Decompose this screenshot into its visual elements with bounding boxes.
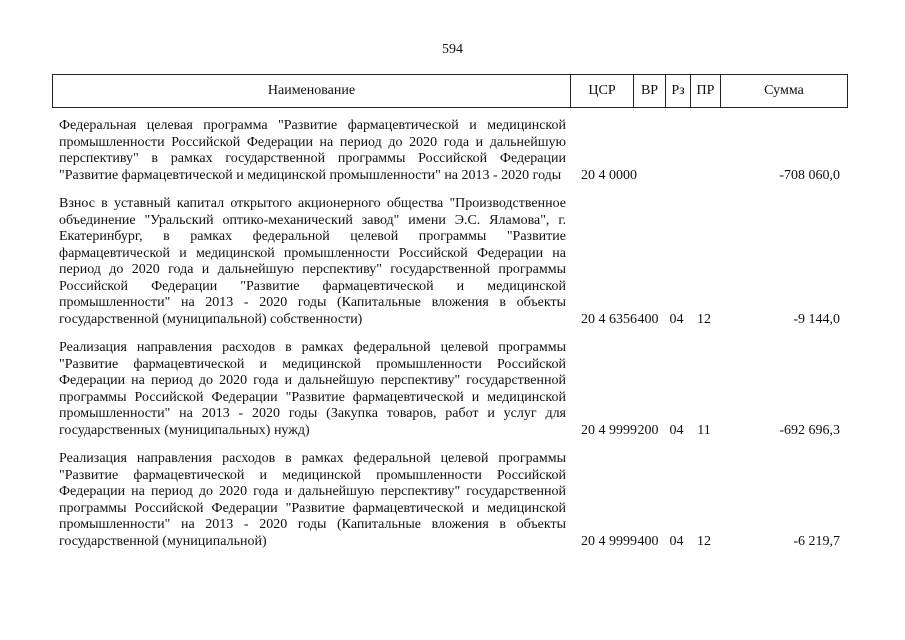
row-rz: 04 <box>669 422 684 438</box>
header-csr: ЦСР <box>570 75 633 107</box>
row-name: Реализация направления расходов в рамках федеральной целевой программы "Развитие фармацевтической и медицинской промышленности Российской Федерации на период до 2020 года и дальнейшую перспективу" государственной программы Российской Федерации "Развитие фармацевтической и медицинской промышленности" на 2013 - 2020 годы (Капитальные вложения в объекты государственной (муниципальной) <box>59 451 566 549</box>
row-pr: 12 <box>697 533 711 549</box>
row-name: Взнос в уставный капитал открытого акционерного общества "Производственное объединение "Уральский оптико-механический завод" имени Э.С. Яламова", г. Екатеринбург, в рамках федеральной целевой программы "Развитие фармацевтической и медицинской промышленности Российской Федерации на период до 2020 года и дальнейшую перспективу" государственной программы Российской Федерации "Развитие фармацевтической и медицинской промышленности" на 2013 - 2020 годы (Капитальные вложения в объекты государственной (муниципальной) собственности) <box>59 196 566 327</box>
table-row <box>52 451 848 550</box>
header-pr: ПР <box>690 75 720 107</box>
row-sum: -708 060,0 <box>779 167 840 183</box>
row-rz: 04 <box>669 533 684 549</box>
table-header <box>52 74 848 108</box>
row-sum: -6 219,7 <box>793 533 840 549</box>
row-sum: -692 696,3 <box>779 422 840 438</box>
row-vr: 400 <box>637 311 659 327</box>
table-row <box>52 118 848 184</box>
table-row <box>52 196 848 328</box>
row-pr: 11 <box>697 422 711 438</box>
row-sum: -9 144,0 <box>793 311 840 327</box>
row-vr: 200 <box>637 422 659 438</box>
page-number: 594 <box>442 42 463 57</box>
row-name: Федеральная целевая программа "Развитие фармацевтической и медицинской промышленности Российской Федерации на период до 2020 года и дальнейшую перспективу" в рамках государственной программы Российской Федерации "Развитие фармацевтической и медицинской промышленности" на 2013 - 2020 годы <box>59 118 566 183</box>
row-csr: 20 4 6356 <box>581 311 637 327</box>
row-name: Реализация направления расходов в рамках федеральной целевой программы "Развитие фармацевтической и медицинской промышленности Российской Федерации на период до 2020 года и дальнейшую перспективу" государственной программы Российской Федерации "Развитие фармацевтической и медицинской промышленности" на 2013 - 2020 годы (Закупка товаров, работ и услуг для государственных (муниципальных) нужд) <box>59 340 566 438</box>
header-sum: Сумма <box>720 75 847 107</box>
table-row <box>52 340 848 439</box>
row-csr: 20 4 9999 <box>581 533 637 549</box>
table-body <box>52 118 848 562</box>
row-csr: 20 4 9999 <box>581 422 637 438</box>
header-vr: ВР <box>633 75 665 107</box>
row-vr: 400 <box>637 533 659 549</box>
header-name: Наименование <box>267 83 356 98</box>
header-rz: Рз <box>665 75 690 107</box>
row-rz: 04 <box>669 311 684 327</box>
row-csr: 20 4 0000 <box>581 167 637 183</box>
row-pr: 12 <box>697 311 711 327</box>
